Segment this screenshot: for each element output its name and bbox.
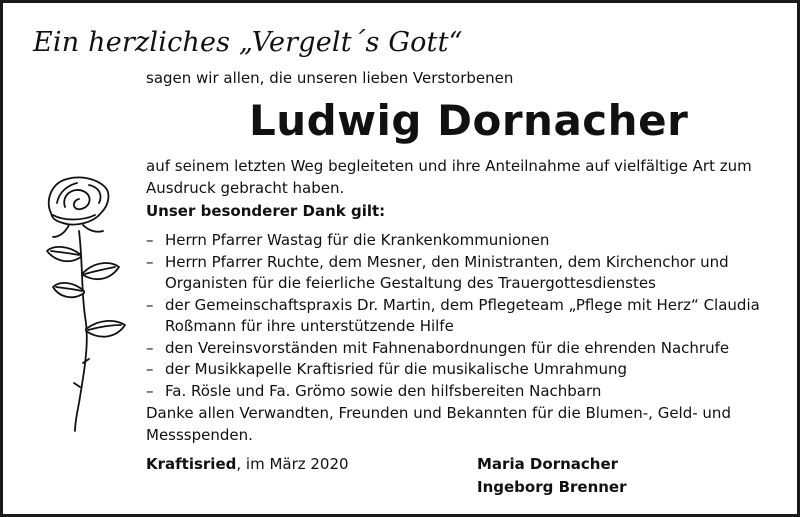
closing-text: Danke allen Verwandten, Freunden und Bekannten für die Blumen-, Geld- und Messspenden. — [146, 404, 731, 444]
rose-icon — [39, 173, 139, 435]
place-name: Kraftisried — [146, 455, 237, 473]
thanks-heading: Unser besonderer Dank gilt: — [146, 202, 386, 220]
date-text: , im März 2020 — [236, 455, 349, 473]
deceased-name: Ludwig Dornacher — [249, 96, 689, 145]
list-item: – Fa. Rösle und Fa. Grömo sowie den hilfsbereiten Nachbarn — [146, 381, 786, 403]
list-item: – der Musikkapelle Kraftisried für die musikalische Umrahmung — [146, 359, 786, 381]
body-text: auf seinem letzten Weg begleiteten und ihre Anteilnahme auf vielfältige Art zum Ausdruck gebracht haben. — [146, 157, 752, 197]
list-item: – den Vereinsvorständen mit Fahnenabordnungen für die ehrenden Nachrufe — [146, 338, 786, 360]
place-date — [146, 455, 349, 473]
list-item: – Herrn Pfarrer Ruchte, dem Mesner, den Ministranten, dem Kirchenchor und Organisten für die feierliche Gestaltung des Trauergottesdienstes — [146, 252, 786, 295]
notice-heading: Ein herzliches „Vergelt´s Gott“ — [33, 27, 463, 58]
list-item: – Herrn Pfarrer Wastag für die Krankenkommunionen — [146, 230, 786, 252]
signature-1: Maria Dornacher — [477, 455, 619, 473]
thanks-list — [146, 230, 786, 402]
intro-text: sagen wir allen, die unseren lieben Verstorbenen — [146, 69, 514, 87]
list-item: – der Gemeinschaftspraxis Dr. Martin, dem Pflegeteam „Pflege mit Herz“ Claudia Roßmann für ihre unterstützende Hilfe — [146, 295, 786, 338]
signature-2: Ingeborg Brenner — [477, 478, 627, 496]
